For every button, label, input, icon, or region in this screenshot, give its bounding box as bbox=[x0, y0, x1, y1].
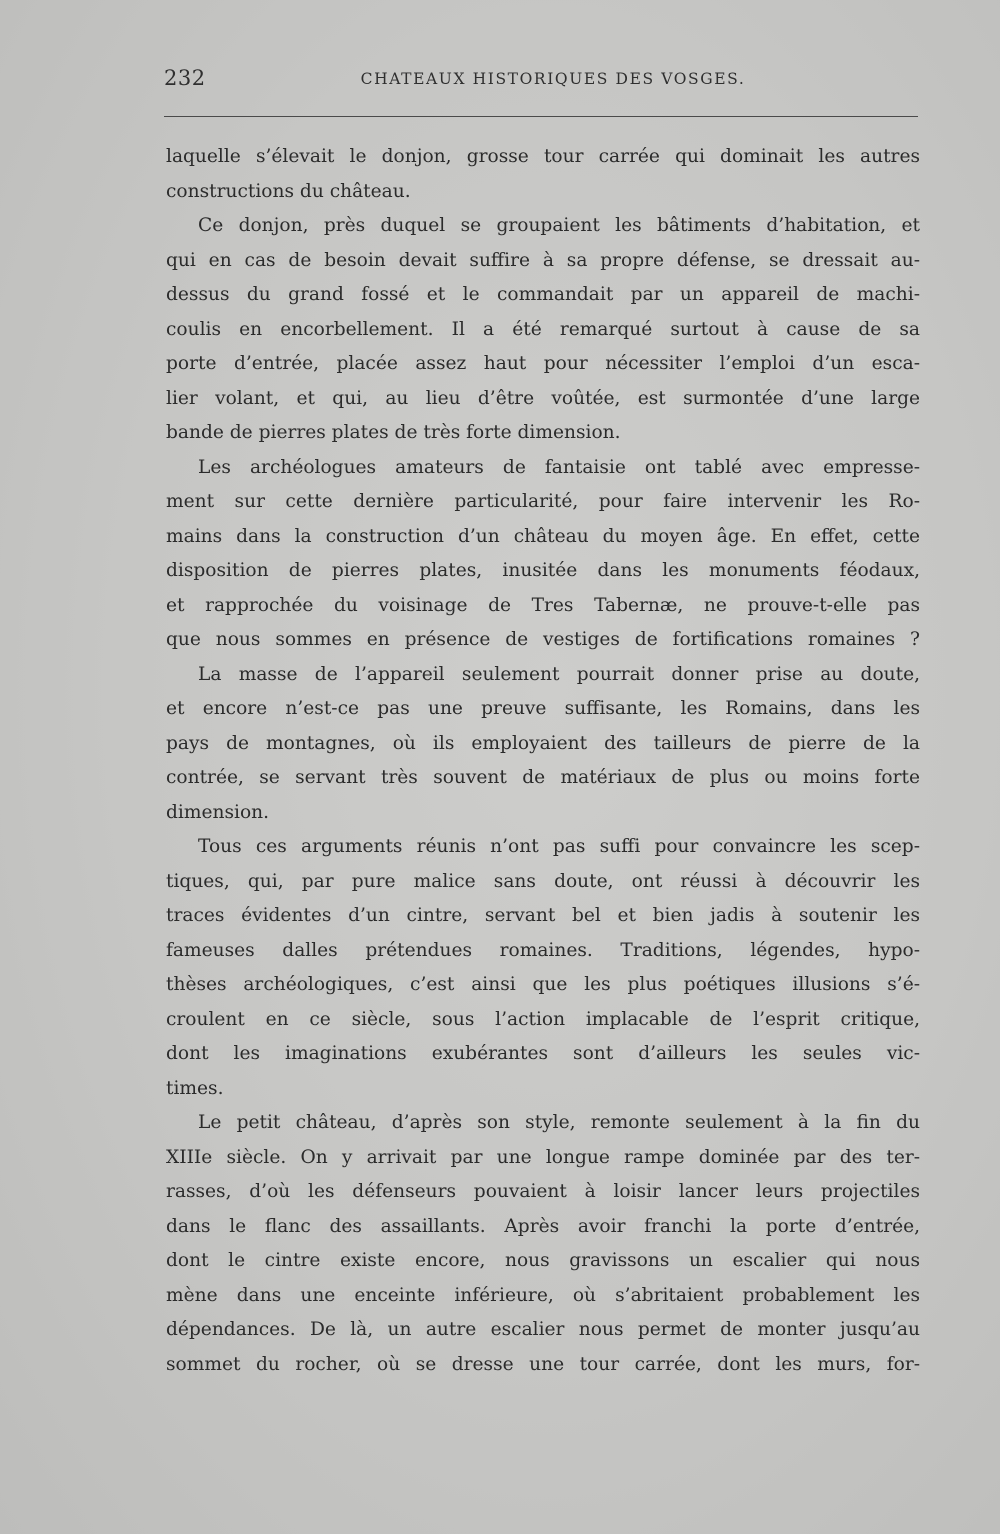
text-line: XIIIe siècle. On y arrivait par une longue rampe dominée par des ter- bbox=[166, 1146, 920, 1168]
text-line: sommet du rocher, où se dresse une tour carrée, dont les murs, for- bbox=[166, 1353, 920, 1375]
text-line: dépendances. De là, un autre escalier nous permet de monter jusqu’au bbox=[166, 1319, 920, 1340]
text-line: rasses, d’où les défenseurs pouvaient à loisir lancer leurs projectiles bbox=[166, 1181, 920, 1202]
body-text bbox=[166, 140, 920, 1382]
text-line: et rapprochée du voisinage de Tres Tabernæ, ne prouve-t-elle pas bbox=[166, 594, 920, 616]
text-line: tiques, qui, par pure malice sans doute, ont réussi à découvrir les bbox=[166, 870, 920, 892]
text-line: coulis en encorbellement. Il a été remarqué surtout à cause de sa bbox=[166, 318, 920, 340]
header-rule bbox=[164, 116, 918, 117]
text-line: qui en cas de besoin devait suffire à sa propre défense, se dressait au- bbox=[166, 249, 920, 271]
text-line: laquelle s’élevait le donjon, grosse tour carrée qui dominait les autres bbox=[166, 146, 920, 167]
text-line: contrée, se servant très souvent de matériaux de plus ou moins forte bbox=[166, 767, 920, 788]
text-line: bande de pierres plates de très forte dimension. bbox=[166, 422, 621, 443]
text-line: thèses archéologiques, c’est ainsi que les plus poétiques illusions s’é- bbox=[166, 974, 920, 995]
text-line: ment sur cette dernière particularité, pour faire intervenir les Ro- bbox=[166, 491, 920, 512]
text-line: times. bbox=[166, 1077, 224, 1099]
text-line: dont les imaginations exubérantes sont d’ailleurs les seules vic- bbox=[166, 1043, 920, 1064]
text-line: traces évidentes d’un cintre, servant bel et bien jadis à soutenir les bbox=[166, 905, 920, 926]
text-line: Ce donjon, près duquel se groupaient les bâtiments d’habitation, et bbox=[198, 215, 920, 236]
text-line: pays de montagnes, où ils employaient des tailleurs de pierre de la bbox=[166, 732, 920, 754]
text-line: constructions du château. bbox=[166, 180, 411, 202]
running-title: CHATEAUX HISTORIQUES DES VOSGES. bbox=[360, 70, 746, 88]
text-line: fameuses dalles prétendues romaines. Traditions, légendes, hypo- bbox=[166, 939, 920, 961]
text-line: dessus du grand fossé et le commandait par un appareil de machi- bbox=[166, 284, 920, 305]
text-line: Le petit château, d’après son style, remonte seulement à la fin du bbox=[198, 1112, 920, 1133]
text-line: mains dans la construction d’un château du moyen âge. En effet, cette bbox=[166, 525, 920, 547]
text-line: et encore n’est-ce pas une preuve suffisante, les Romains, dans les bbox=[166, 698, 920, 719]
text-line: croulent en ce siècle, sous l’action implacable de l’esprit critique, bbox=[166, 1008, 920, 1030]
text-line: porte d’entrée, placée assez haut pour nécessiter l’emploi d’un esca- bbox=[166, 353, 920, 374]
text-line: lier volant, et qui, au lieu d’être voûtée, est surmontée d’une large bbox=[166, 387, 920, 409]
text-line: disposition de pierres plates, inusitée dans les monuments féodaux, bbox=[166, 560, 920, 581]
text-line: dont le cintre existe encore, nous gravissons un escalier qui nous bbox=[166, 1250, 920, 1271]
text-line: Tous ces arguments réunis n’ont pas suffi pour convaincre les scep- bbox=[198, 836, 920, 857]
text-line: dimension. bbox=[166, 801, 270, 823]
text-line: La masse de l’appareil seulement pourrait donner prise au doute, bbox=[198, 663, 920, 685]
text-line: que nous sommes en présence de vestiges de fortifications romaines ? bbox=[166, 629, 920, 650]
text-line: Les archéologues amateurs de fantaisie ont tablé avec empresse- bbox=[198, 456, 920, 478]
page-header bbox=[164, 66, 920, 100]
text-line: mène dans une enceinte inférieure, où s’abritaient probablement les bbox=[166, 1284, 920, 1306]
page-number: 232 bbox=[164, 66, 206, 90]
text-line: dans le flanc des assaillants. Après avoir franchi la porte d’entrée, bbox=[166, 1215, 920, 1237]
